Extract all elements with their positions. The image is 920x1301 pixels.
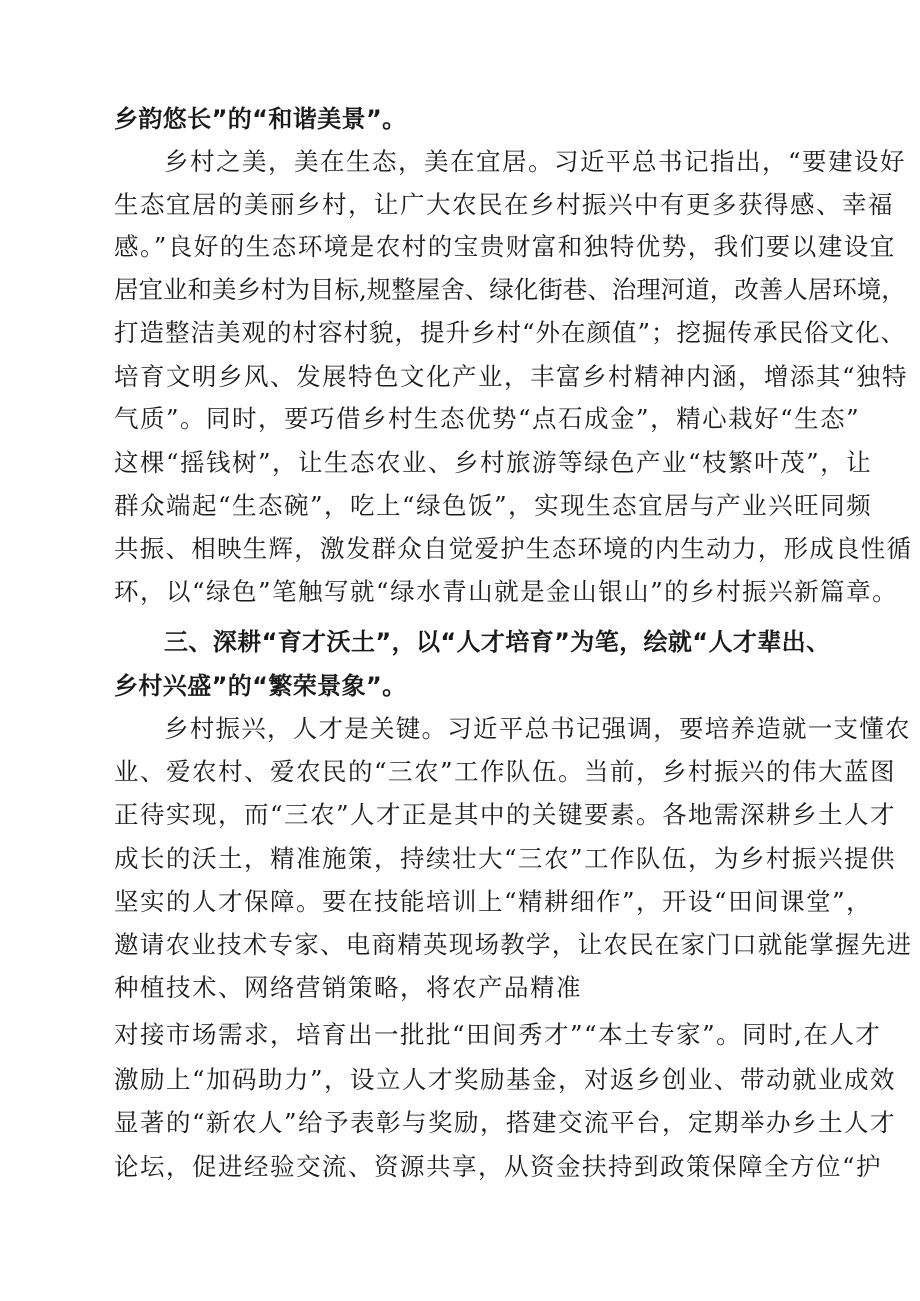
paragraph-line: 共振、相映生辉，激发群众自觉爱护生态环境的内生动力，形成良性循 (114, 534, 913, 563)
paragraph-line: 居宜业和美乡村为目标,规整屋舍、绿化街巷、治理河道，改善人居环境， (114, 275, 906, 304)
paragraph-line: 生态宜居的美丽乡村，让广大农民在乡村振兴中有更多获得感、幸福 (114, 190, 894, 219)
paragraph-line: 邀请农业技术专家、电商精英现场教学，让农民在家门口就能掌握先进 (114, 930, 913, 959)
paragraph-line: 正待实现，而“三农”人才正是其中的关键要素。各地需深耕乡土人才 (114, 800, 897, 829)
paragraph-line: 打造整洁美观的村容村貌，提升乡村“外在颜值”；挖掘传承民俗文化、 (114, 318, 907, 347)
heading-line: 三、深耕“育才沃土”，以“人才培育”为笔，绘就“人才辈出、 (164, 628, 831, 656)
paragraph-line: 成长的沃土，精准施策，持续壮大“三农”工作队伍，为乡村振兴提供 (114, 844, 897, 873)
paragraph-line: 坚实的人才保障。要在技能培训上“精耕细作”，开设“田间课堂”， (114, 887, 873, 916)
paragraph-line: 乡村之美，美在生态，美在宜居。习近平总书记指出，“要建设好 (164, 147, 907, 176)
paragraph-line: 对接市场需求，培育出一批批“田间秀才”“本土专家”。同时,在人才 (114, 1020, 882, 1049)
paragraph-line: 这棵“摇钱树”，让生态农业、乡村旅游等绿色产业“枝繁叶茂”，让 (114, 448, 873, 477)
paragraph-line: 显著的“新农人”给予表彰与奖励，搭建交流平台，定期举办乡土人才 (114, 1108, 897, 1137)
paragraph-line: 激励上“加码助力”，设立人才奖励基金，对返乡创业、带动就业成效 (114, 1065, 897, 1094)
paragraph-line: 业、爱农村、爱农民的“三农”工作队伍。当前，乡村振兴的伟大蓝图 (114, 757, 897, 786)
section-heading-tail: 乡韵悠长”的“和谐美景”。 (114, 105, 407, 133)
paragraph-line: 种植技术、网络营销策略，将农产品精准 (114, 973, 582, 1002)
heading-line: 乡村兴盛”的“繁荣景象”。 (114, 672, 407, 700)
paragraph-line: 培育文明乡风、发展特色文化产业，丰富乡村精神内涵，增添其“独特 (114, 362, 909, 391)
paragraph-line: 群众端起“生态碗”，吃上“绿色饭”，实现生态宜居与产业兴旺同频 (114, 491, 873, 520)
paragraph-line: 感。”良好的生态环境是农村的宝贵财富和独特优势，我们要以建设宜 (114, 232, 896, 261)
paragraph-line: 气质”。同时，要巧借乡村生态优势“点石成金”，精心栽好“生态” (114, 404, 861, 433)
paragraph-line: 论坛，促进经验交流、资源共享，从资金扶持到政策保障全方位“护 (114, 1152, 883, 1181)
paragraph-line: 乡村振兴，人才是关键。习近平总书记强调，要培养造就一支懂农 (164, 714, 911, 743)
paragraph-line: 环，以“绿色”笔触写就“绿水青山就是金山银山”的乡村振兴新篇章。 (114, 577, 899, 606)
